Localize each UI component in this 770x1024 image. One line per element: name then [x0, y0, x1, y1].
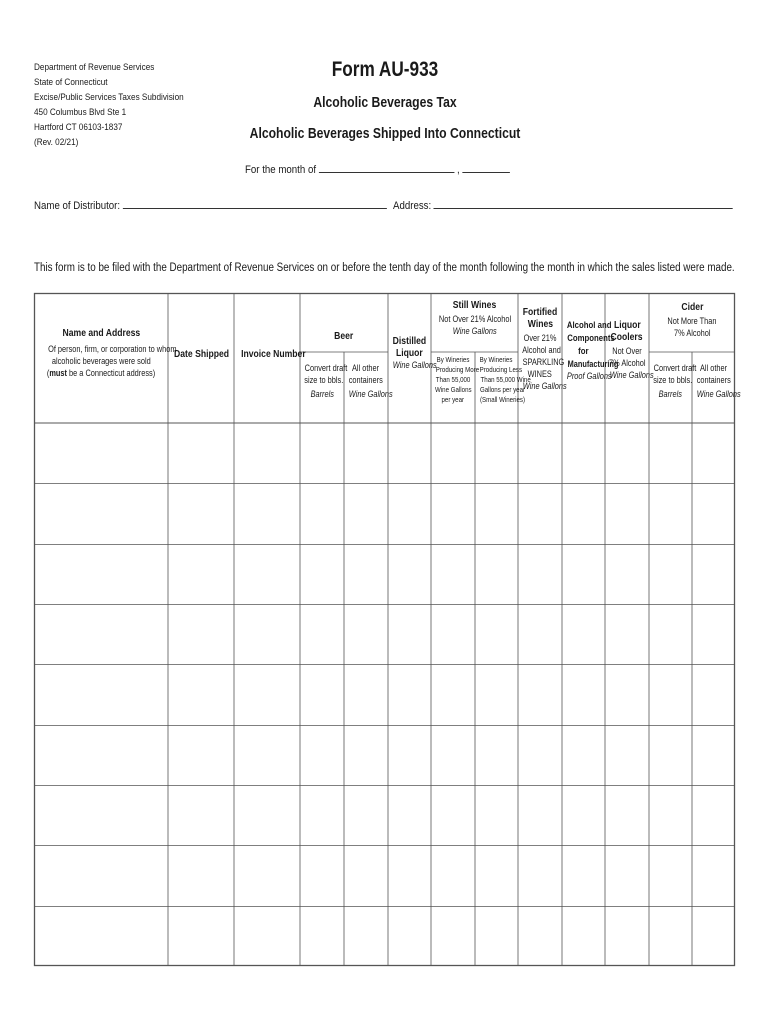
cell-still-wine-small[interactable] [475, 725, 518, 785]
coolers-title: Liquor [613, 319, 641, 331]
distilled-liquor-title: Distilled [392, 335, 427, 347]
cell-beer-barrels[interactable] [300, 785, 344, 845]
tax-title: Alcoholic Beverages Tax [313, 95, 457, 111]
table-row [34, 604, 735, 664]
filing-instructions: This form is to be filed with the Department of Revenue Services on or before the tenth day of the month following the month in which the sales listed were made. [34, 262, 735, 274]
distributor-field[interactable] [123, 196, 387, 209]
cell-fortified-wine[interactable] [518, 544, 562, 604]
still-small-text: (Small Wineries) [479, 395, 526, 404]
header-still-wines-large [431, 355, 480, 405]
cell-still-wine-large[interactable] [431, 725, 475, 785]
cell-liquor-coolers[interactable] [605, 423, 649, 483]
still-large-text: Wine Gallons [435, 385, 472, 394]
cell-invoice-number[interactable] [234, 725, 300, 785]
header-fortified-wines [518, 306, 567, 392]
components-title: for [578, 346, 589, 357]
cider-other-text: All other [699, 363, 728, 373]
cell-name-address[interactable] [34, 423, 168, 483]
cell-still-wine-large[interactable] [431, 785, 475, 845]
still-small-text: Gallons per year [479, 385, 526, 394]
fortified-title: Wines [527, 318, 553, 330]
beer-draft-text: Convert draft [304, 363, 348, 373]
date-shipped-label: Date Shipped [174, 348, 230, 360]
distributor-label: Name of Distributor: [34, 200, 121, 212]
header-still-wines-small [475, 355, 531, 405]
fortified-desc: WINES [527, 369, 553, 379]
revision-date: (Rev. 02/21) [34, 137, 79, 148]
header-name-address-note [47, 367, 155, 379]
cell-beer-wine-gallons[interactable] [344, 906, 388, 966]
distilled-liquor-title: Liquor [396, 347, 423, 359]
fortified-title: Fortified [522, 306, 558, 318]
cider-draft-text: size to bbls. [653, 375, 693, 385]
cell-date-shipped[interactable] [168, 725, 234, 785]
still-large-text: Than 55,000 [435, 375, 471, 384]
cell-name-address[interactable] [34, 906, 168, 966]
cell-alcohol-components[interactable] [562, 483, 605, 543]
cell-liquor-coolers[interactable] [605, 664, 649, 724]
components-unit: Proof Gallons [566, 371, 612, 381]
cell-still-wine-large[interactable] [431, 423, 475, 483]
cell-beer-barrels[interactable] [300, 544, 344, 604]
cell-alcohol-components[interactable] [562, 664, 605, 724]
agency-line: Excise/Public Services Taxes Subdivision [34, 92, 184, 103]
cell-liquor-coolers[interactable] [605, 785, 649, 845]
table-row [34, 544, 735, 604]
cell-still-wine-large[interactable] [431, 544, 475, 604]
table-row [34, 845, 735, 905]
fortified-desc: Over 21% [523, 333, 557, 343]
header-beer-draft [300, 362, 348, 400]
cell-fortified-wine[interactable] [518, 906, 562, 966]
cell-alcohol-components[interactable] [562, 725, 605, 785]
beer-title: Beer [334, 330, 354, 342]
table-row [34, 483, 735, 543]
cell-still-wine-large[interactable] [431, 845, 475, 905]
cell-cider-wine-gallons[interactable] [692, 544, 735, 604]
cell-still-wine-small[interactable] [475, 483, 518, 543]
cell-cider-wine-gallons[interactable] [692, 725, 735, 785]
cell-distilled-liquor[interactable] [388, 725, 431, 785]
fortified-desc: SPARKLING [522, 357, 565, 367]
header-name-address [34, 327, 177, 379]
cell-alcohol-components[interactable] [562, 423, 605, 483]
cell-date-shipped[interactable] [168, 604, 234, 664]
header-cider-draft [649, 362, 697, 400]
cell-beer-wine-gallons[interactable] [344, 725, 388, 785]
header-beer-other [344, 362, 393, 400]
cell-liquor-coolers[interactable] [605, 604, 649, 664]
cell-fortified-wine[interactable] [518, 785, 562, 845]
cell-cider-wine-gallons[interactable] [692, 785, 735, 845]
still-large-text: Producing More [435, 365, 480, 374]
cell-name-address[interactable] [34, 725, 168, 785]
beer-draft-unit: Barrels [310, 389, 334, 399]
cell-distilled-liquor[interactable] [388, 906, 431, 966]
cell-name-address[interactable] [34, 544, 168, 604]
cell-liquor-coolers[interactable] [605, 845, 649, 905]
coolers-title: Coolers [610, 331, 644, 343]
cell-distilled-liquor[interactable] [388, 785, 431, 845]
header-distilled-liquor [388, 335, 437, 371]
cell-beer-wine-gallons[interactable] [344, 483, 388, 543]
cider-draft-text: Convert draft [653, 363, 697, 373]
table-row [34, 664, 735, 724]
cell-beer-barrels[interactable] [300, 604, 344, 664]
cell-invoice-number[interactable] [234, 544, 300, 604]
cell-fortified-wine[interactable] [518, 664, 562, 724]
header-name-address-desc: alcoholic beverages were sold [51, 356, 151, 366]
cell-date-shipped[interactable] [168, 664, 234, 724]
address-row [393, 196, 733, 212]
cell-distilled-liquor[interactable] [388, 544, 431, 604]
month-row [245, 160, 510, 176]
cell-still-wine-large[interactable] [431, 483, 475, 543]
still-large-text: By Wineries [436, 355, 470, 364]
cell-beer-wine-gallons[interactable] [344, 604, 388, 664]
header-name-address-desc: Of person, firm, or corporation to whom [48, 344, 177, 354]
cell-still-wine-small[interactable] [475, 604, 518, 664]
cell-name-address[interactable] [34, 845, 168, 905]
cell-invoice-number[interactable] [234, 785, 300, 845]
cider-other-text: containers [696, 375, 731, 385]
cell-cider-wine-gallons[interactable] [692, 604, 735, 664]
components-title: Manufacturing [567, 359, 619, 369]
cell-cider-barrels[interactable] [649, 845, 692, 905]
still-wines-sub: Not Over 21% Alcohol [438, 314, 512, 324]
cider-sub: 7% Alcohol [673, 328, 711, 338]
cell-beer-wine-gallons[interactable] [344, 664, 388, 724]
header-liquor-coolers [605, 319, 654, 381]
cell-alcohol-components[interactable] [562, 604, 605, 664]
cell-distilled-liquor[interactable] [388, 664, 431, 724]
month-field[interactable] [319, 160, 455, 173]
cell-cider-wine-gallons[interactable] [692, 845, 735, 905]
cell-cider-wine-gallons[interactable] [692, 906, 735, 966]
cell-fortified-wine[interactable] [518, 483, 562, 543]
coolers-desc: Not Over [612, 346, 642, 356]
cell-date-shipped[interactable] [168, 785, 234, 845]
month-label: For the month of [245, 164, 317, 176]
cell-liquor-coolers[interactable] [605, 544, 649, 604]
cell-invoice-number[interactable] [234, 604, 300, 664]
cell-cider-barrels[interactable] [649, 664, 692, 724]
cell-cider-barrels[interactable] [649, 483, 692, 543]
header-alcohol-components [562, 319, 619, 382]
cell-name-address[interactable] [34, 483, 168, 543]
cell-invoice-number[interactable] [234, 906, 300, 966]
cell-cider-barrels[interactable] [649, 785, 692, 845]
cell-alcohol-components[interactable] [562, 906, 605, 966]
cell-beer-wine-gallons[interactable] [344, 544, 388, 604]
cell-distilled-liquor[interactable] [388, 423, 431, 483]
header-name-address-title: Name and Address [62, 327, 140, 339]
components-title: Components [567, 333, 615, 344]
cell-still-wine-small[interactable] [475, 544, 518, 604]
invoice-number-label: Invoice Number [241, 348, 306, 360]
cell-liquor-coolers[interactable] [605, 483, 649, 543]
cell-cider-wine-gallons[interactable] [692, 664, 735, 724]
cell-beer-barrels[interactable] [300, 845, 344, 905]
cider-title: Cider [680, 301, 704, 313]
still-wines-title: Still Wines [452, 299, 497, 311]
table-row [34, 725, 735, 785]
still-small-text: Than 55,000 Wine [480, 375, 531, 384]
cell-liquor-coolers[interactable] [605, 725, 649, 785]
form-number: Form AU-933 [331, 58, 439, 81]
cell-still-wine-small[interactable] [475, 785, 518, 845]
cell-still-wine-large[interactable] [431, 604, 475, 664]
agency-line: 450 Columbus Blvd Ste 1 [34, 107, 127, 118]
header-beer [300, 330, 388, 342]
cell-invoice-number[interactable] [234, 423, 300, 483]
coolers-desc: 7% Alcohol [609, 358, 646, 368]
cell-distilled-liquor[interactable] [388, 483, 431, 543]
cell-name-address[interactable] [34, 785, 168, 845]
cell-date-shipped[interactable] [168, 423, 234, 483]
cider-draft-unit: Barrels [658, 389, 683, 399]
month-separator: , [456, 164, 460, 176]
cell-cider-barrels[interactable] [649, 544, 692, 604]
cell-still-wine-small[interactable] [475, 423, 518, 483]
header-cider [649, 301, 735, 339]
cell-cider-barrels[interactable] [649, 604, 692, 664]
fortified-desc: Alcohol and [522, 345, 561, 355]
cell-distilled-liquor[interactable] [388, 604, 431, 664]
form-subtitle: Alcoholic Beverages Shipped Into Connecticut [249, 126, 521, 142]
header-still-wines [431, 299, 518, 337]
cell-alcohol-components[interactable] [562, 785, 605, 845]
cell-invoice-number[interactable] [234, 664, 300, 724]
cell-fortified-wine[interactable] [518, 604, 562, 664]
agency-line: State of Connecticut [34, 77, 108, 88]
cell-date-shipped[interactable] [168, 845, 234, 905]
table-row [34, 423, 735, 483]
cell-date-shipped[interactable] [168, 906, 234, 966]
fortified-unit: Wine Gallons [522, 381, 567, 391]
cell-cider-wine-gallons[interactable] [692, 483, 735, 543]
cell-beer-wine-gallons[interactable] [344, 785, 388, 845]
cell-beer-barrels[interactable] [300, 423, 344, 483]
cell-invoice-number[interactable] [234, 483, 300, 543]
agency-line: Hartford CT 06103-1837 [34, 122, 123, 133]
still-small-text: By Wineries [480, 355, 513, 364]
cell-cider-barrels[interactable] [649, 906, 692, 966]
still-large-text: per year [441, 395, 465, 404]
cell-beer-wine-gallons[interactable] [344, 845, 388, 905]
cell-still-wine-large[interactable] [431, 664, 475, 724]
still-wines-unit: Wine Gallons [452, 326, 497, 336]
cell-beer-barrels[interactable] [300, 725, 344, 785]
agency-line: Department of Revenue Services [34, 62, 155, 73]
cell-date-shipped[interactable] [168, 544, 234, 604]
header-cider-other [692, 362, 741, 400]
year-field[interactable] [462, 160, 510, 173]
header-date-shipped [168, 348, 234, 360]
cell-invoice-number[interactable] [234, 845, 300, 905]
paren-open: ( [46, 368, 50, 378]
cell-still-wine-large[interactable] [431, 906, 475, 966]
cell-distilled-liquor[interactable] [388, 845, 431, 905]
address-field[interactable] [434, 196, 733, 209]
cell-still-wine-small[interactable] [475, 845, 518, 905]
address-label: Address: [393, 200, 432, 212]
must-emphasis: must [49, 368, 67, 378]
cell-still-wine-small[interactable] [475, 906, 518, 966]
distributor-row [34, 196, 387, 212]
cell-beer-wine-gallons[interactable] [344, 423, 388, 483]
still-small-text: Producing Less [479, 365, 523, 374]
cell-cider-wine-gallons[interactable] [692, 423, 735, 483]
cider-sub: Not More Than [667, 316, 717, 326]
cell-cider-barrels[interactable] [649, 423, 692, 483]
cell-liquor-coolers[interactable] [605, 906, 649, 966]
cell-still-wine-small[interactable] [475, 664, 518, 724]
cider-other-unit: Wine Gallons [696, 389, 741, 399]
cell-name-address[interactable] [34, 664, 168, 724]
cell-fortified-wine[interactable] [518, 845, 562, 905]
cell-name-address[interactable] [34, 604, 168, 664]
beer-draft-text: size to bbls. [304, 375, 344, 385]
cell-alcohol-components[interactable] [562, 544, 605, 604]
cell-fortified-wine[interactable] [518, 423, 562, 483]
cell-cider-barrels[interactable] [649, 725, 692, 785]
components-title: Alcohol and [566, 320, 612, 331]
distilled-liquor-unit: Wine Gallons [392, 360, 437, 370]
coolers-unit: Wine Gallons [609, 370, 654, 380]
cell-beer-barrels[interactable] [300, 906, 344, 966]
cell-fortified-wine[interactable] [518, 725, 562, 785]
note-text: be a Connecticut address) [66, 368, 156, 378]
beer-other-text: containers [348, 375, 384, 385]
cell-alcohol-components[interactable] [562, 845, 605, 905]
table-row [34, 906, 735, 966]
cell-date-shipped[interactable] [168, 483, 234, 543]
cell-beer-barrels[interactable] [300, 483, 344, 543]
cell-beer-barrels[interactable] [300, 664, 344, 724]
beer-other-unit: Wine Gallons [348, 389, 393, 399]
header-invoice-number [234, 348, 306, 360]
table-row [34, 785, 735, 845]
beer-other-text: All other [352, 363, 380, 373]
